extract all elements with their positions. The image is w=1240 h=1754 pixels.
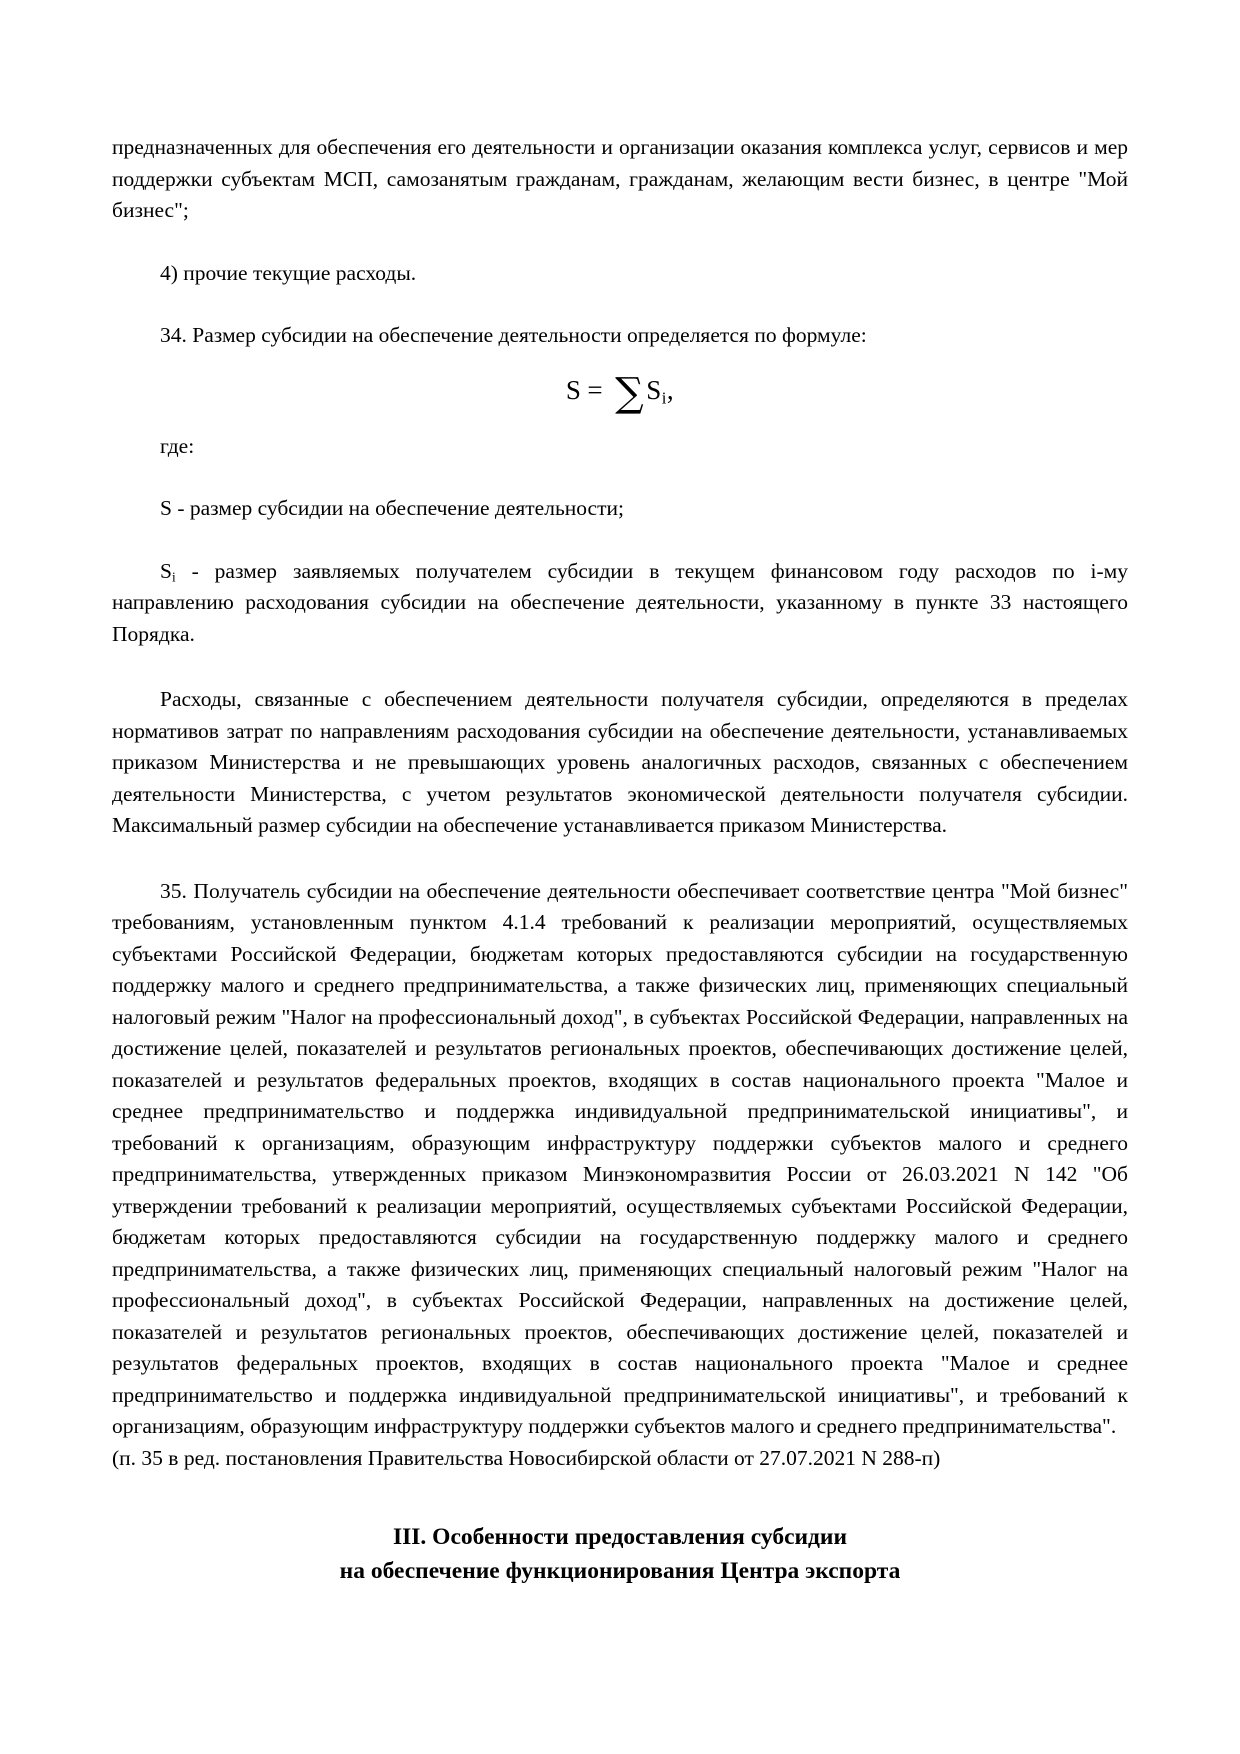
paragraph-gde: где: — [160, 433, 195, 458]
section-heading-III — [112, 1520, 1128, 1588]
definition-Si — [112, 556, 1128, 651]
paragraph-expenses: Расходы, связанные с обеспечением деятельности получателя субсидии, определяются в пределах нормативов затрат по направлениям расходования субсидии на обеспечение деятельности, устанавливаемых приказом Министерства и не превышающих уровень аналогичных расходов, связанных с обеспечением деятельности Министерства, с учетом результатов экономической деятельности получателя субсидии. Максимальный размер субсидии на обеспечение устанавливается приказом Министерства. — [112, 687, 1128, 837]
spacer — [112, 650, 1128, 684]
formula-equals: = — [587, 374, 604, 405]
section-heading-line-1: III. Особенности предоставления субсидии — [392, 1524, 848, 1550]
summation-icon: ∑ — [615, 369, 645, 416]
formula-term: S — [646, 374, 662, 405]
section-heading-line-2: на обеспечение функционирования Центра экспорта — [339, 1558, 901, 1584]
spacer — [112, 842, 1128, 876]
spacer — [112, 227, 1128, 258]
formula-trailing-comma: , — [666, 374, 675, 405]
paragraph-34: 34. Размер субсидии на обеспечение деятельности определяется по формуле: — [160, 323, 867, 347]
paragraph-35: 35. Получатель субсидии на обеспечение деятельности обеспечивает соответствие центра "Мой бизнес" требованиям, установленным пунктом 4.1.4 требований к реализации мероприятий, осуществляемых субъектами Российской Федерации, бюджетам которых предоставляются субсидии на государственную поддержку малого и среднего предпринимательства, а также физических лиц, применяющих специальный налоговый режим "Налог на профессиональный доход", в субъектах Российской Федерации, направленных на достижение целей, показателей и результатов региональных проектов, обеспечивающих достижение целей, показателей и результатов федеральных проектов, входящих в состав национального проекта "Малое и среднее предпринимательство и поддержка индивидуальной предпринимательской инициативы", и требований к организациям, образующим инфраструктуру поддержки субъектов малого и среднего предпринимательства, утвержденных приказом Минэкономразвития России от 26.03.2021 N 142 "Об утверждении требований к реализации мероприятий, осуществляемых субъектами Российской Федерации, бюджетам которых предоставляются субсидии на государственную поддержку малого и среднего предпринимательства, а также физических лиц, применяющих специальный налоговый режим "Налог на профессиональный доход", в субъектах Российской Федерации, направленных на достижение целей, показателей и результатов региональных проектов, обеспечивающих достижение целей, показателей и результатов федеральных проектов, входящих в состав национального проекта "Малое и среднее предпринимательство и поддержка индивидуальной предпринимательской инициативы", и требований к организациям, образующим инфраструктуру поддержки субъектов малого и среднего предпринимательства". — [112, 878, 1128, 1438]
formula-term-subscript: i — [661, 388, 667, 408]
definition-Si-symbol: S — [160, 558, 172, 583]
definition-S: S - размер субсидии на обеспечение деятельности; — [160, 496, 624, 520]
spacer — [112, 462, 1128, 493]
formula-block — [112, 352, 1128, 431]
formula-lhs: S — [565, 374, 582, 405]
definition-Si-subscript: i — [171, 569, 176, 585]
amendment-note: (п. 35 в ред. постановления Правительства Новосибирской области от 27.07.2021 N 288-п) — [112, 1445, 941, 1470]
spacer — [112, 525, 1128, 556]
paragraph-item-4: 4) прочие текущие расходы. — [160, 260, 417, 285]
definition-Si-text: - размер заявляемых получателем субсидии в текущем финансовом году расходов по i-му направлению расходования субсидии на обеспечение деятельности, указанному в пункте 33 настоящего Порядка. — [112, 558, 1128, 646]
subsidy-sum-formula — [565, 369, 675, 416]
paragraph-continued-text: предназначенных для обеспечения его деятельности и организации оказания комплекса услуг, сервисов и мер поддержки субъектам МСП, самозанятым гражданам, гражданам, желающим вести бизнес, в центре "Мой бизнес"; — [112, 135, 1128, 222]
document-body — [112, 132, 1128, 1588]
spacer — [112, 289, 1128, 320]
